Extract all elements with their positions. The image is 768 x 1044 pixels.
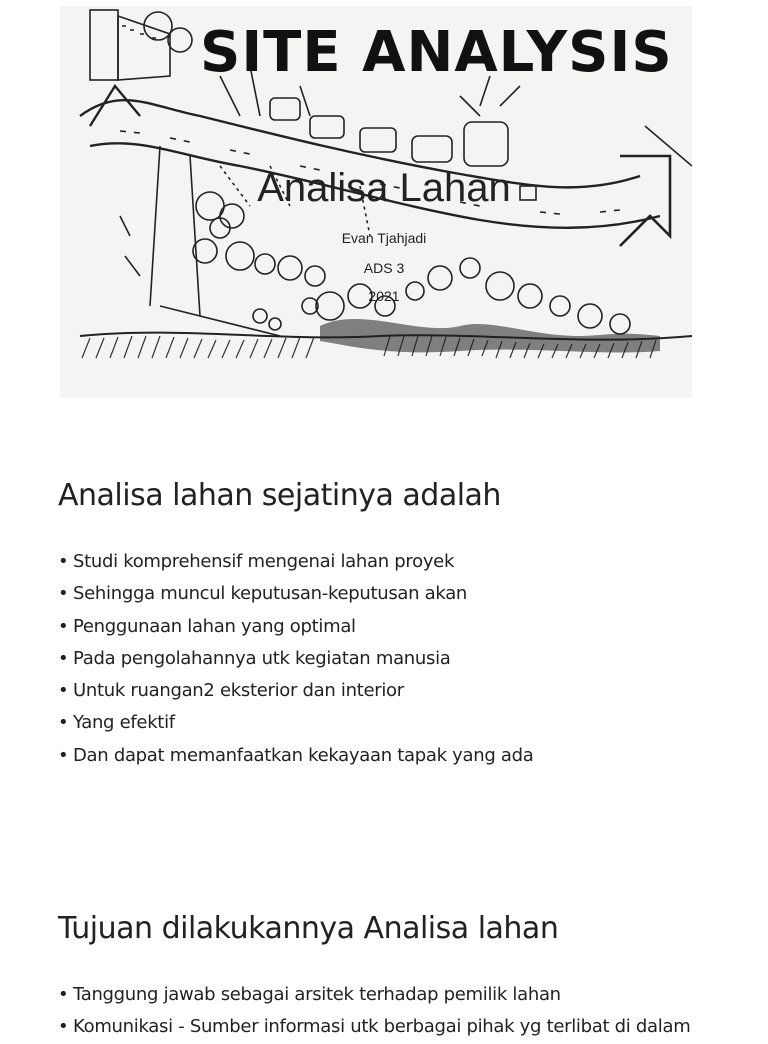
- bullet-glyph: •: [58, 984, 69, 1005]
- bullet-glyph: •: [58, 1016, 69, 1038]
- bullet-glyph: •: [58, 551, 69, 572]
- list-item: [58, 578, 533, 610]
- bullet-glyph: •: [58, 583, 69, 605]
- site-analysis-banner: SITE ANALYSIS: [200, 20, 673, 85]
- slide-heading: Tujuan dilakukannya Analisa lahan: [58, 911, 559, 946]
- course-code: ADS 3: [363, 260, 405, 276]
- list-item: [58, 675, 533, 707]
- presentation-title: Analisa Lahan: [257, 166, 511, 210]
- bullet-list: [58, 979, 690, 1044]
- list-item-text: Penggunaan lahan yang optimal: [73, 615, 356, 637]
- list-item: [58, 546, 533, 578]
- bullet-glyph: •: [58, 647, 69, 669]
- bullet-glyph: •: [58, 744, 69, 766]
- bullet-glyph: •: [58, 712, 69, 734]
- bullet-list: [58, 546, 533, 772]
- list-item: [58, 740, 533, 772]
- list-item-text: Dan dapat memanfaatkan kekayaan tapak yang ada: [73, 744, 534, 766]
- list-item: [58, 1011, 690, 1043]
- list-item-text: Komunikasi - Sumber informasi utk berbagai pihak yg terlibat di dalam: [73, 1016, 691, 1038]
- list-item-text: Sehingga muncul keputusan-keputusan akan: [73, 583, 468, 605]
- list-item: [58, 611, 533, 643]
- list-item-text: Pada pengolahannya utk kegiatan manusia: [73, 647, 451, 669]
- slide-heading: Analisa lahan sejatinya adalah: [58, 478, 501, 513]
- bullet-glyph: •: [58, 615, 69, 637]
- list-item-text: Studi komprehensif mengenai lahan proyek: [73, 551, 455, 572]
- author-name: Evan Tjahjadi: [341, 230, 427, 246]
- bullet-glyph: •: [58, 680, 69, 702]
- list-item: [58, 707, 533, 739]
- list-item: [58, 979, 690, 1011]
- list-item-text: Yang efektif: [73, 712, 175, 734]
- title-slide: [0, 0, 768, 410]
- list-item-text: Tanggung jawab sebagai arsitek terhadap pemilik lahan: [73, 984, 561, 1005]
- list-item: [58, 643, 533, 675]
- year: 2021: [368, 288, 400, 304]
- list-item-text: Untuk ruangan2 eksterior dan interior: [73, 680, 404, 702]
